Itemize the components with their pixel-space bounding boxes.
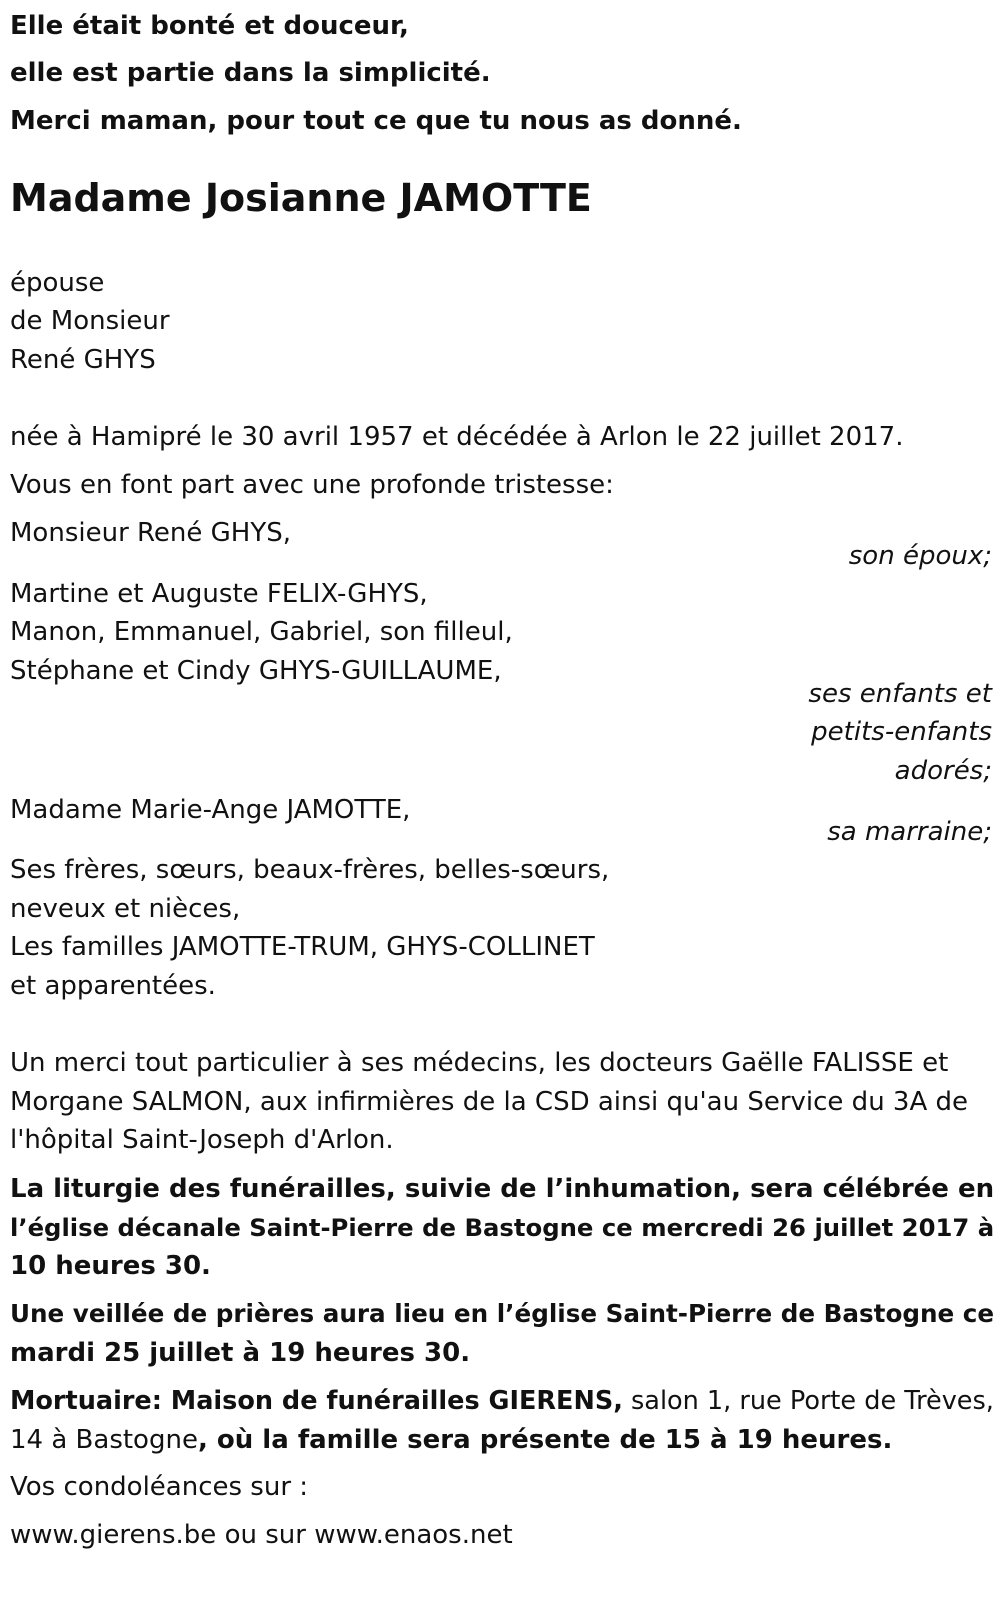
mortuary-address: salon 1, rue Porte de Trèves, [622, 1386, 994, 1416]
thanks-line: l'hôpital Saint-Joseph d'Arlon. [10, 1125, 394, 1155]
family-others-line: Les familles JAMOTTE-TRUM, GHYS-COLLINET [10, 932, 595, 962]
mortuary-name: Mortuaire: Maison de funérailles GIERENS, [10, 1386, 623, 1416]
family-godmother: Madame Marie-Ange JAMOTTE, [10, 795, 411, 825]
family-children-relation: petits-enfants [811, 717, 992, 747]
poem-line: Merci maman, pour tout ce que tu nous as donné. [10, 106, 742, 136]
spouse-line: épouse [10, 268, 105, 298]
liturgy-line: l’église décanale Saint-Pierre de Bastogne ce mercredi 26 juillet 2017 à [10, 1213, 995, 1242]
condolences-label: Vos condoléances sur : [10, 1472, 309, 1502]
deceased-name: Madame Josianne JAMOTTE [10, 176, 592, 220]
family-children-relation: adorés; [894, 756, 992, 786]
poem-line: elle est partie dans la simplicité. [10, 58, 491, 88]
family-children-line: Stéphane et Cindy GHYS-GUILLAUME, [10, 656, 502, 686]
mortuary-visiting-hours: , où la famille sera présente de 15 à 19 heures. [197, 1425, 893, 1455]
birth-death-line: née à Hamipré le 30 avril 1957 et décédée à Arlon le 22 juillet 2017. [10, 422, 904, 452]
liturgy-line: La liturgie des funérailles, suivie de l’inhumation, sera célébrée en [10, 1174, 995, 1204]
vigil-line: Une veillée de prières aura lieu en l’église Saint-Pierre de Bastogne ce [10, 1299, 995, 1328]
mortuary-line [10, 1386, 994, 1416]
family-others-line: neveux et nièces, [10, 894, 241, 924]
family-children-line: Martine et Auguste FELIX-GHYS, [10, 579, 428, 609]
family-others-line: Ses frères, sœurs, beaux-frères, belles-sœurs, [10, 855, 610, 885]
family-children-relation: ses enfants et [808, 679, 992, 709]
liturgy-line: 10 heures 30. [10, 1251, 211, 1281]
vigil-line: mardi 25 juillet à 19 heures 30. [10, 1338, 471, 1368]
announcement-line: Vous en font part avec une profonde tristesse: [10, 470, 614, 500]
family-others-line: et apparentées. [10, 971, 216, 1001]
condolences-websites: www.gierens.be ou sur www.enaos.net [10, 1520, 513, 1550]
thanks-line: Morgane SALMON, aux infirmières de la CSD ainsi qu'au Service du 3A de [10, 1087, 969, 1117]
mortuary-address: 14 à Bastogne [10, 1425, 198, 1455]
mortuary-line [10, 1425, 892, 1455]
spouse-line: René GHYS [10, 345, 156, 375]
thanks-line: Un merci tout particulier à ses médecins, les docteurs Gaëlle FALISSE et [10, 1048, 949, 1078]
family-husband-relation: son époux; [848, 541, 992, 571]
family-husband: Monsieur René GHYS, [10, 518, 291, 548]
poem-line: Elle était bonté et douceur, [10, 11, 409, 41]
spouse-line: de Monsieur [10, 306, 170, 336]
family-children-line: Manon, Emmanuel, Gabriel, son filleul, [10, 617, 513, 647]
family-godmother-relation: sa marraine; [827, 817, 992, 847]
